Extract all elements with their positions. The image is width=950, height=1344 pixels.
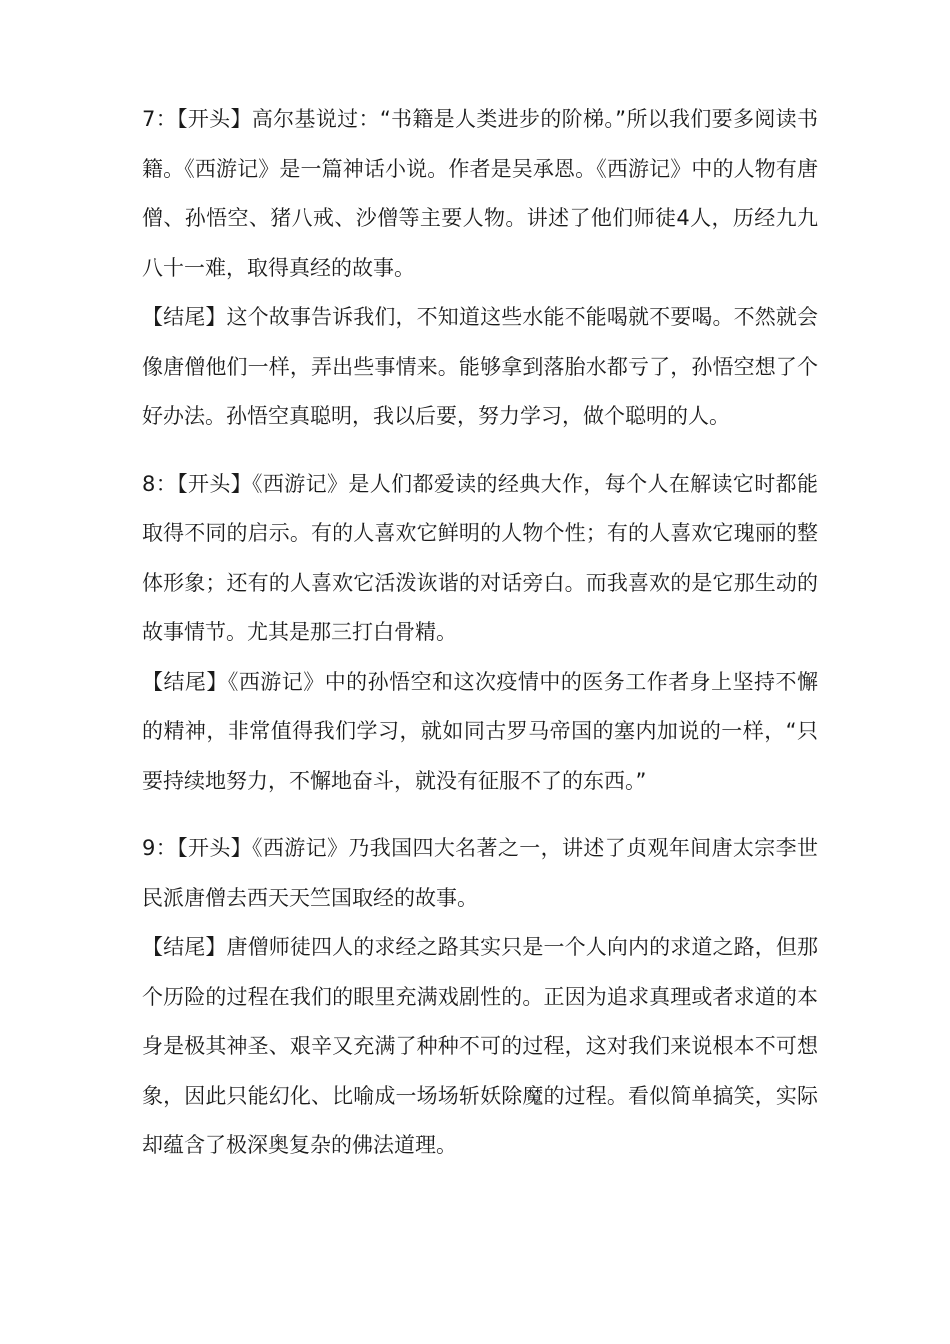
opening-paragraph: 7：【开头】高尔基说过：“书籍是人类进步的阶梯。”所以我们要多阅读书籍。《西游记》是一篇神话小说。作者是吴承恩。《西游记》中的人物有唐僧、孙悟空、猪八戒、沙僧等主要人物。讲述了他们师徒4人，历经九九八十一难，取得真经的故事。 (142, 107, 818, 280)
essay-section-8 (142, 460, 818, 807)
document-body (142, 95, 818, 1171)
essay-section-7 (142, 95, 818, 442)
ending-paragraph: 【结尾】这个故事告诉我们，不知道这些水能不能喝就不要喝。不然就会像唐僧他们一样，弄出些事情来。能够拿到落胎水都亏了，孙悟空想了个好办法。孙悟空真聪明，我以后要，努力学习，做个聪明的人。 (142, 305, 818, 428)
ending-paragraph: 【结尾】唐僧师徒四人的求经之路其实只是一个人向内的求道之路，但那个历险的过程在我们的眼里充满戏剧性的。正因为追求真理或者求道的本身是极其神圣、艰辛又充满了种种不可的过程，这对我们来说根本不可想象，因此只能幻化、比喻成一场场斩妖除魔的过程。看似简单搞笑，实际却蕴含了极深奥复杂的佛法道理。 (142, 935, 818, 1157)
opening-paragraph: 8：【开头】《西游记》是人们都爱读的经典大作，每个人在解读它时都能取得不同的启示。有的人喜欢它鲜明的人物个性；有的人喜欢它瑰丽的整体形象；还有的人喜欢它活泼诙谐的对话旁白。而我喜欢的是它那生动的故事情节。尤其是那三打白骨精。 (142, 471, 818, 644)
essay-section-9 (142, 824, 818, 1171)
opening-paragraph: 9：【开头】《西游记》乃我国四大名著之一，讲述了贞观年间唐太宗李世民派唐僧去西天天竺国取经的故事。 (142, 836, 818, 910)
ending-paragraph: 【结尾】《西游记》中的孙悟空和这次疫情中的医务工作者身上坚持不懈的精神，非常值得我们学习，就如同古罗马帝国的塞内加说的一样，“只要持续地努力，不懈地奋斗，就没有征服不了的东西。” (142, 669, 818, 793)
